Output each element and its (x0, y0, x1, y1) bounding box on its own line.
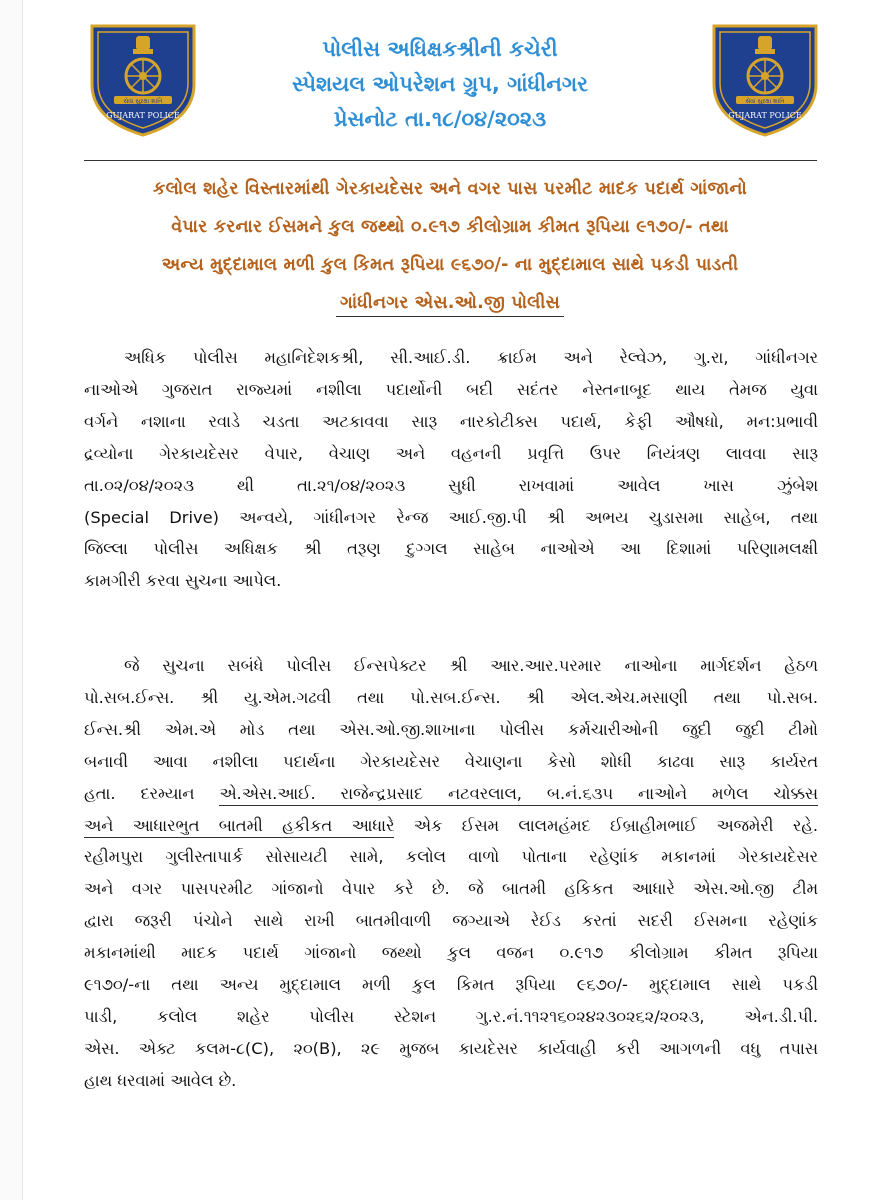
svg-text:સેવા સુરક્ષા શાંતિ: સેવા સુરક્ષા શાંતિ (745, 98, 785, 105)
text-run: એક ઈસમ લાલમહંમદ ઈબ્રાહીમભાઈ અજમેરી રહે. (394, 815, 818, 835)
office-header (200, 32, 680, 137)
pressnote-date: પ્રેસનોટ તા.૧૮/૦૪/૨૦૨૩ (333, 107, 547, 131)
headline-line: વેપાર કરનાર ઈસમને કુલ જથ્થો ૦.૯૧૭ કીલોગ્રામ કીમત રૂપિયા ૯૧૭૦/- તથા (171, 217, 729, 237)
paragraph-line: જિલ્લા પોલીસ અધિક્ષક શ્રી તરૂણ દુગ્ગલ સાહેબ નાઓએ આ દિશામાં પરિણામલક્ષી (84, 539, 818, 559)
text-run: હતા. દરમ્યાન (84, 783, 220, 803)
headline-line: કલોલ શહેર વિસ્તારમાંથી ગેરકાયદેસર અને વગર પાસ પરમીટ માદક પદાર્થ ગાંજાનો (153, 179, 747, 199)
headline-line: અન્ય મુદ્દામાલ મળી કુલ કિમત રૂપિયા ૯૬૭૦/- ના મુદ્દામાલ સાથે પકડી પાડતી (161, 255, 739, 275)
paragraph-2 (84, 650, 818, 1097)
header-divider (84, 160, 817, 161)
office-name: પોલીસ અધિક્ષકશ્રીની કચેરી (322, 37, 558, 61)
paragraph-line: ઈન્સ.શ્રી એમ.એ મોડ તથા એસ.ઓ.જી.શાખાના પોલીસ કર્મચારીઓની જુદી જુદી ટીમો (84, 719, 818, 739)
unit-name: સ્પેશયલ ઓપરેશન ગ્રુપ, ગાંધીનગર (291, 72, 589, 96)
paragraph-line: જે સુચના સબંધે પોલીસ ઈન્સપેક્ટર શ્રી આર.આર.પરમાર નાઓના માર્ગદર્શન હેઠળ (124, 656, 818, 675)
underlined-text: એ.એસ.આઈ. રાજેન્દ્રપ્રસાદ નટવરલાલ, બ.નં.૬૩૫ નાઓને મળેલ ચોક્કસ (219, 784, 818, 806)
headline-line (70, 284, 830, 322)
paragraph-line (84, 778, 818, 810)
paragraph-line: દ્રવ્યોના ગેરકાયદેસર વેપાર, વેચાણ અને વહનની પ્રવૃત્તિ ઉપર નિયંત્રણ લાવવા સારૂ (84, 443, 818, 463)
paragraph-line: દ્વારા જરૂરી પંચોને સાથે રાખી બાતમીવાળી જગ્યાએ રેઈડ કરતાં સદરી ઈસમના રહેણાંક (84, 911, 818, 931)
underlined-text: અને આધારભુત બાતમી હકીકત આધારે (84, 816, 394, 838)
gujarat-police-logo-left (84, 22, 202, 138)
paragraph-line: અને વગર પાસપરમીટ ગાંજાનો વેપાર કરે છે. જે બાતમી હકિકત આધારે એસ.ઓ.જી ટીમ (84, 879, 818, 899)
page-edge (0, 0, 23, 1200)
gujarat-police-logo-right (706, 22, 824, 138)
paragraph-line: નાઓએ ગુજરાત રાજ્યમાં નશીલા પદાર્થોની બદી સદંતર નેસ્તનાબૂદ થાય તેમજ યુવા (84, 379, 818, 399)
headline-underlined: ગાંધીનગર એસ.ઓ.જી પોલીસ (336, 293, 564, 317)
paragraph-line: અધિક પોલીસ મહાનિદેશકશ્રી, સી.આઈ.ડી. ક્રાઈમ અને રેલ્વેઝ, ગુ.રા, ગાંધીનગર (124, 348, 818, 367)
paragraph-line: (Special Drive) અન્વયે, ગાંધીનગર રેન્જ આઈ.જી.પી શ્રી અભય ચુડાસમા સાહેબ, તથા (84, 507, 818, 527)
paragraph-line: હાથ ધરવામાં આવેલ છે. (84, 1070, 237, 1090)
svg-text:સેવા સુરક્ષા શાંતિ: સેવા સુરક્ષા શાંતિ (123, 98, 163, 105)
svg-text:GUJARAT POLICE: GUJARAT POLICE (106, 111, 180, 120)
paragraph-line: પો.સબ.ઈન્સ. શ્રી યુ.એમ.ગઢવી તથા પો.સબ.ઈન્સ. શ્રી એલ.એચ.મસાણી તથા પો.સબ. (84, 687, 818, 707)
paragraph-line: ૯૧૭૦/-ના તથા અન્ય મુદ્દામાલ મળી કુલ કિમત રૂપિયા ૯૬૭૦/- મુદ્દામાલ સાથે પકડી (84, 975, 818, 995)
headline (70, 170, 830, 322)
svg-text:GUJARAT POLICE: GUJARAT POLICE (728, 111, 802, 120)
paragraph-line: મકાનમાંથી માદક પદાર્થ ગાંજાનો જથ્થો કુલ વજન ૦.૯૧૭ કીલોગ્રામ કીમત રૂપિયા (84, 943, 818, 963)
paragraph-line: પાડી, કલોલ શહેર પોલીસ સ્ટેશન ગુ.ર.નં.૧૧૨૧૬૦૨૪૨૩૦૨૬૨/૨૦૨૩, એન.ડી.પી. (84, 1006, 818, 1026)
paragraph-line: બનાવી આવા નશીલા પદાર્થના ગેરકાયદેસર વેચાણના કેસો શોધી કાઢવા સારૂ કાર્યરત (84, 751, 818, 771)
paragraph-line: વર્ગને નશાના રવાડે ચડતા અટકાવવા સારૂ નારકોટીક્સ પદાર્થ, કેફી ઔષધો, મન:પ્રભાવી (84, 411, 818, 431)
paragraph-line: રહીમપુરા ગુલીસ્તાપાર્ક સોસાયટી સામે, કલોલ વાળો પોતાના રહેણાંક મકાનમાં ગેરકાયદેસર (84, 847, 818, 867)
paragraph-line (84, 810, 818, 842)
paragraph-line: કામગીરી કરવા સુચના આપેલ. (84, 571, 282, 591)
paragraph-line: એસ. એક્ટ કલમ-૮(C), ૨૦(B), ૨૯ મુજબ કાયદેસર કાર્યવાહી કરી આગળની વધુ તપાસ (84, 1038, 818, 1058)
paragraph-line: તા.૦૨/૦૪/૨૦૨૩ થી તા.૨૧/૦૪/૨૦૨૩ સુધી રાખવામાં આવેલ ખાસ ઝુંબેશ (84, 475, 818, 495)
paragraph-1 (84, 342, 818, 597)
